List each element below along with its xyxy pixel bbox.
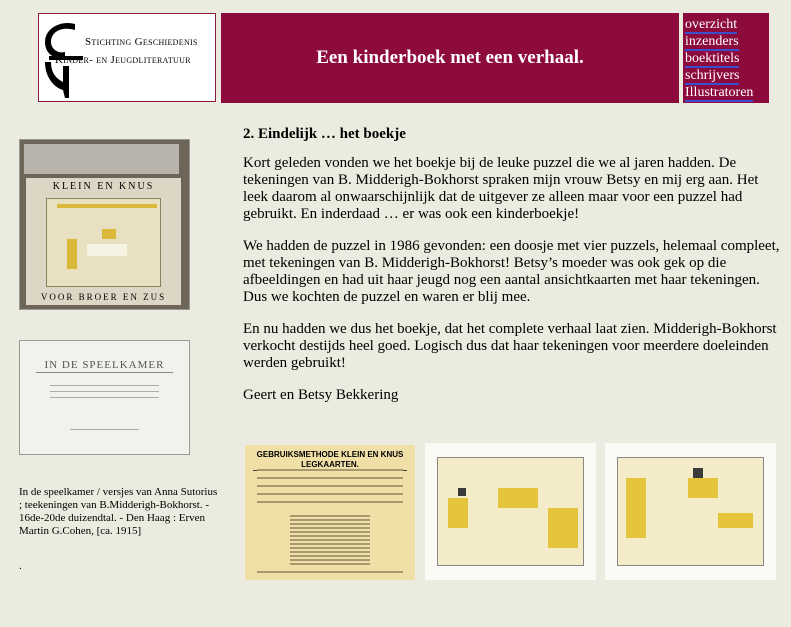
article <box>243 126 783 419</box>
nav-link-schrijvers[interactable]: schrijvers <box>685 68 740 83</box>
puzzle-box-image <box>19 139 190 310</box>
nav-menu <box>683 13 769 103</box>
logo-line-2: Kinder- en Jeugdliteratuur <box>55 54 191 66</box>
article-paragraph: We hadden de puzzel in 1986 gevonden: een doosje met vier puzzels, helemaal compleet, met tekeningen van B. Midderigh-Bokhorst! Betsy’s moeder was ook gek op die afbeeldingen en had uit haar jeugd nog een aantal ansichtkaarten met haar tekeningen. Dus we kochten de puzzel en waren er blij mee. <box>243 238 780 305</box>
puzzle-card-image-2 <box>605 443 776 580</box>
nav-link-overzicht[interactable]: overzicht <box>685 17 738 32</box>
logo-line-1: Stichting Geschiedenis <box>85 36 198 48</box>
book-cover-image <box>19 340 190 455</box>
book-caption: In de speelkamer / versjes van Anna Sutorius ; teekeningen van B.Midderigh-Bokhorst. - 16de-20de duizendtal. - Den Haag : Erven Martin G.Cohen, [ca. 1915] <box>19 486 218 537</box>
page-title: Een kinderboek met een verhaal. <box>316 47 584 68</box>
caption-dot: . <box>19 560 22 572</box>
article-paragraph: En nu hadden we dus het boekje, dat het complete verhaal laat zien. Midderigh-Bokhorst verkocht destijds heel goed. Logisch dus dat haar tekeningen voor meerdere doeleinden werden gebruikt! <box>243 321 777 371</box>
logo[interactable] <box>38 13 216 102</box>
page-banner <box>221 13 679 103</box>
instructions-title: GEBRUIKSMETHODE KLEIN EN KNUS LEGKAARTEN. <box>253 450 407 471</box>
nav-link-illustratoren[interactable]: Illustratoren <box>685 85 754 100</box>
article-paragraph: Kort geleden vonden we het boekje bij de leuke puzzel die we al jaren hadden. De tekeningen van B. Midderigh-Bokhorst spraken mijn vrouw Betsy en mij erg aan. Het leek daarom al onwaarschijnlijk dat de uitgever ze alleen maar voor een puzzel had gebruikt. En inderdaad … er was ook een kinderboekje! <box>243 155 759 222</box>
book-cover-title: IN DE SPEELKAMER <box>36 359 173 373</box>
puzzle-card-image-1 <box>425 443 596 580</box>
instructions-image <box>245 445 415 580</box>
box-title: KLEIN EN KNUS <box>52 181 155 192</box>
nav-link-inzenders[interactable]: inzenders <box>685 34 739 49</box>
article-signature: Geert en Betsy Bekkering <box>243 387 399 403</box>
article-heading: 2. Eindelijk … het boekje <box>243 126 406 142</box>
nav-link-boektitels[interactable]: boektitels <box>685 51 740 66</box>
box-subtitle: VOOR BROER EN ZUS <box>40 292 167 302</box>
